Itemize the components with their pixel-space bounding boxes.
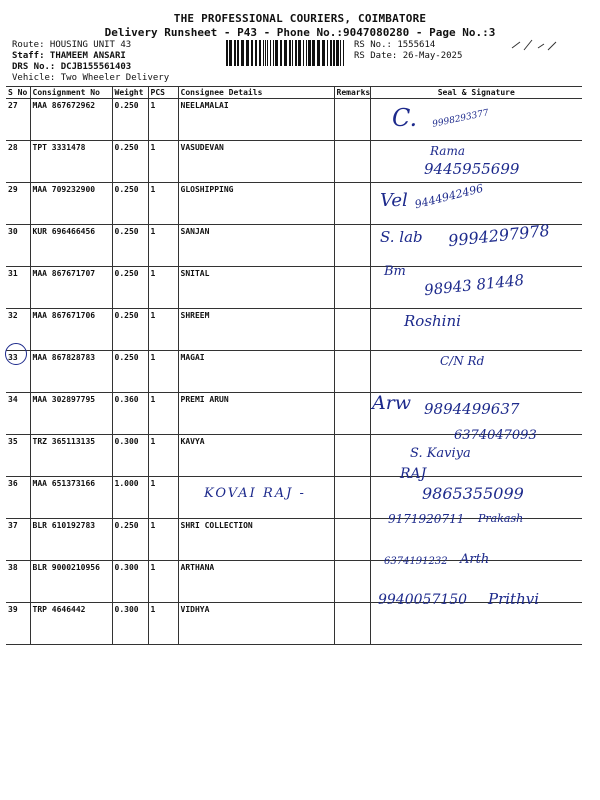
row-weight: 0.250 — [112, 141, 148, 183]
row-sno: 36 — [6, 477, 30, 519]
row-remarks — [334, 603, 370, 645]
barcode-bar — [255, 40, 257, 66]
barcode-bar — [270, 40, 271, 66]
barcode-bar — [229, 40, 232, 66]
col-pcs: PCS — [148, 87, 178, 99]
row-pcs: 1 — [148, 519, 178, 561]
row-remarks — [334, 141, 370, 183]
row-sno: 33 — [6, 351, 30, 393]
scribble-mark — [510, 38, 560, 54]
barcode-bar — [322, 40, 325, 66]
row-weight: 0.250 — [112, 519, 148, 561]
table-row — [6, 309, 582, 351]
handwritten-name: Roshini — [404, 312, 461, 330]
row-sno: 39 — [6, 603, 30, 645]
row-pcs: 1 — [148, 267, 178, 309]
barcode-bar — [336, 40, 339, 66]
row-consignment: MAA 867671707 — [30, 267, 112, 309]
row-weight: 0.250 — [112, 267, 148, 309]
row-consignee: SHRI COLLECTION — [178, 519, 334, 561]
row-pcs: 1 — [148, 477, 178, 519]
row-remarks — [334, 99, 370, 141]
barcode-bar — [340, 40, 341, 66]
barcode-bar — [308, 40, 311, 66]
barcode-bar — [333, 40, 335, 66]
handwritten-phone: 98943 81448 — [423, 270, 525, 300]
barcode-bar — [273, 40, 274, 66]
handwritten-name: Prakash — [478, 512, 524, 525]
circled-row-mark — [5, 343, 27, 365]
row-consignee: ARTHANA — [178, 561, 334, 603]
row-weight: 0.250 — [112, 225, 148, 267]
row-remarks — [334, 561, 370, 603]
row-weight: 0.300 — [112, 561, 148, 603]
barcode-bar — [289, 40, 291, 66]
row-remarks — [334, 351, 370, 393]
company-title: THE PROFESSIONAL COURIERS, COIMBATORE — [173, 12, 427, 25]
handwritten-name: RAJ — [400, 466, 427, 482]
rs-number: RS No.: 1555614 — [354, 40, 436, 50]
signature-mark: Arw — [372, 392, 412, 414]
row-consignee: MAGAI — [178, 351, 334, 393]
row-weight: 0.300 — [112, 603, 148, 645]
barcode-bar — [267, 40, 268, 66]
barcode-bar — [284, 40, 287, 66]
barcode-bar — [251, 40, 253, 66]
handwritten-phone: 9171920711 — [388, 512, 465, 526]
barcode-bar — [343, 40, 344, 66]
row-signature — [370, 603, 582, 645]
row-consignment: TRZ 365113135 — [30, 435, 112, 477]
signature-mark: Arth — [460, 552, 490, 567]
barcode-bar — [241, 40, 244, 66]
barcode-bar — [237, 40, 239, 66]
row-pcs: 1 — [148, 393, 178, 435]
handwritten-name: Prithvi — [488, 590, 540, 608]
row-consignment: MAA 867671706 — [30, 309, 112, 351]
row-consignment: KUR 696466456 — [30, 225, 112, 267]
row-consignee: KAVYA — [178, 435, 334, 477]
row-remarks — [334, 267, 370, 309]
row-pcs: 1 — [148, 225, 178, 267]
row-consignment: BLR 9000210956 — [30, 561, 112, 603]
row-remarks — [334, 435, 370, 477]
row-remarks — [334, 225, 370, 267]
row-consignee: GLOSHIPPING — [178, 183, 334, 225]
barcode-bar — [327, 40, 328, 66]
row-weight: 0.250 — [112, 99, 148, 141]
row-consignment: TPT 3331478 — [30, 141, 112, 183]
row-sno: 35 — [6, 435, 30, 477]
col-weight: Weight — [112, 87, 148, 99]
row-consignee: VASUDEVAN — [178, 141, 334, 183]
barcode-bar — [303, 40, 304, 66]
handwritten-phone: 9444942496 — [413, 181, 485, 212]
row-consignment: MAA 651373166 — [30, 477, 112, 519]
row-weight: 1.000 — [112, 477, 148, 519]
row-consignee: VIDHYA — [178, 603, 334, 645]
handwritten-phone: 9994297978 — [447, 220, 551, 251]
row-sno: 32 — [6, 309, 30, 351]
row-pcs: 1 — [148, 435, 178, 477]
barcode-image — [226, 40, 344, 66]
row-consignment: MAA 709232900 — [30, 183, 112, 225]
row-sno: 29 — [6, 183, 30, 225]
handwritten-phone: 6374191232 — [384, 556, 448, 567]
row-weight: 0.360 — [112, 393, 148, 435]
row-sno: 28 — [6, 141, 30, 183]
row-consignee: SHREEM — [178, 309, 334, 351]
row-pcs: 1 — [148, 561, 178, 603]
row-sno: 37 — [6, 519, 30, 561]
barcode-bar — [234, 40, 236, 66]
barcode-bar — [263, 40, 264, 66]
vehicle-label: Vehicle: Two Wheeler Delivery — [12, 73, 170, 83]
handwritten-phone: 9940057150 — [378, 592, 468, 608]
barcode-bar — [298, 40, 301, 66]
barcode-bar — [280, 40, 282, 66]
row-pcs: 1 — [148, 99, 178, 141]
table-row — [6, 351, 582, 393]
row-pcs: 1 — [148, 183, 178, 225]
col-sno: S No — [6, 87, 30, 99]
row-sno: 34 — [6, 393, 30, 435]
handwritten-phone: 9894499637 — [424, 400, 520, 418]
handwritten-name: Rama — [430, 144, 465, 158]
row-pcs: 1 — [148, 603, 178, 645]
handwritten-phone: 6374047093 — [454, 428, 537, 443]
row-consignee: NEELAMALAI — [178, 99, 334, 141]
drs-number: DRS No.: DCJB155561403 — [12, 62, 132, 72]
row-consignee: SANJAN — [178, 225, 334, 267]
barcode-bar — [226, 40, 228, 66]
row-sno: 30 — [6, 225, 30, 267]
signature-mark: Vel — [380, 190, 408, 211]
barcode-bar — [306, 40, 307, 66]
runsheet-title: Delivery Runsheet - P43 - Phone No.:9047080280 - Page No.:3 — [104, 26, 496, 39]
row-consignment: MAA 867828783 — [30, 351, 112, 393]
staff-label: Staff: THAMEEM ANSARI — [12, 51, 126, 61]
row-pcs: 1 — [148, 309, 178, 351]
col-consignee: Consignee Details — [178, 87, 334, 99]
row-signature — [370, 309, 582, 351]
barcode-bar — [295, 40, 297, 66]
handwritten-consignee: KOVAI RAJ - — [204, 486, 306, 501]
row-weight: 0.250 — [112, 351, 148, 393]
barcode-bar — [330, 40, 332, 66]
row-pcs: 1 — [148, 141, 178, 183]
table-row — [6, 183, 582, 225]
table-header-row — [6, 87, 582, 99]
table-row — [6, 99, 582, 141]
col-signature: Seal & Signature — [370, 87, 582, 99]
handwritten-phone: 9865355099 — [422, 484, 524, 503]
signature-mark: Bm — [384, 264, 406, 279]
barcode-bar — [246, 40, 249, 66]
signature-mark: S. lab — [380, 228, 423, 246]
handwritten-name: S. Kaviya — [410, 446, 471, 461]
col-consignment: Consignment No — [30, 87, 112, 99]
row-remarks — [334, 183, 370, 225]
barcode-bar — [312, 40, 315, 66]
handwritten-mark: C/N Rd — [440, 354, 485, 368]
row-remarks — [334, 309, 370, 351]
handwritten-phone: 9445955699 — [424, 160, 520, 178]
route-label: Route: HOUSING UNIT 43 — [12, 40, 132, 50]
row-consignment: BLR 610192783 — [30, 519, 112, 561]
row-weight: 0.250 — [112, 183, 148, 225]
row-sno: 31 — [6, 267, 30, 309]
row-remarks — [334, 393, 370, 435]
row-consignment: TRP 4646442 — [30, 603, 112, 645]
row-remarks — [334, 519, 370, 561]
row-sno: 27 — [6, 99, 30, 141]
col-remarks: Remarks — [334, 87, 370, 99]
row-weight: 0.250 — [112, 309, 148, 351]
signature-mark: C. — [392, 104, 418, 132]
row-consignment: MAA 302897795 — [30, 393, 112, 435]
barcode-bar — [275, 40, 278, 66]
table-row — [6, 603, 582, 645]
row-consignment: MAA 867672962 — [30, 99, 112, 141]
handwritten-phone: 9998293377 — [431, 108, 490, 130]
barcode-bar — [292, 40, 293, 66]
row-sno: 38 — [6, 561, 30, 603]
barcode-bar — [265, 40, 266, 66]
row-remarks — [334, 477, 370, 519]
rs-date: RS Date: 26-May-2025 — [354, 51, 463, 61]
barcode-bar — [259, 40, 261, 66]
row-consignee: SNITAL — [178, 267, 334, 309]
row-consignee: PREMI ARUN — [178, 393, 334, 435]
row-pcs: 1 — [148, 351, 178, 393]
row-weight: 0.300 — [112, 435, 148, 477]
barcode-bar — [317, 40, 320, 66]
